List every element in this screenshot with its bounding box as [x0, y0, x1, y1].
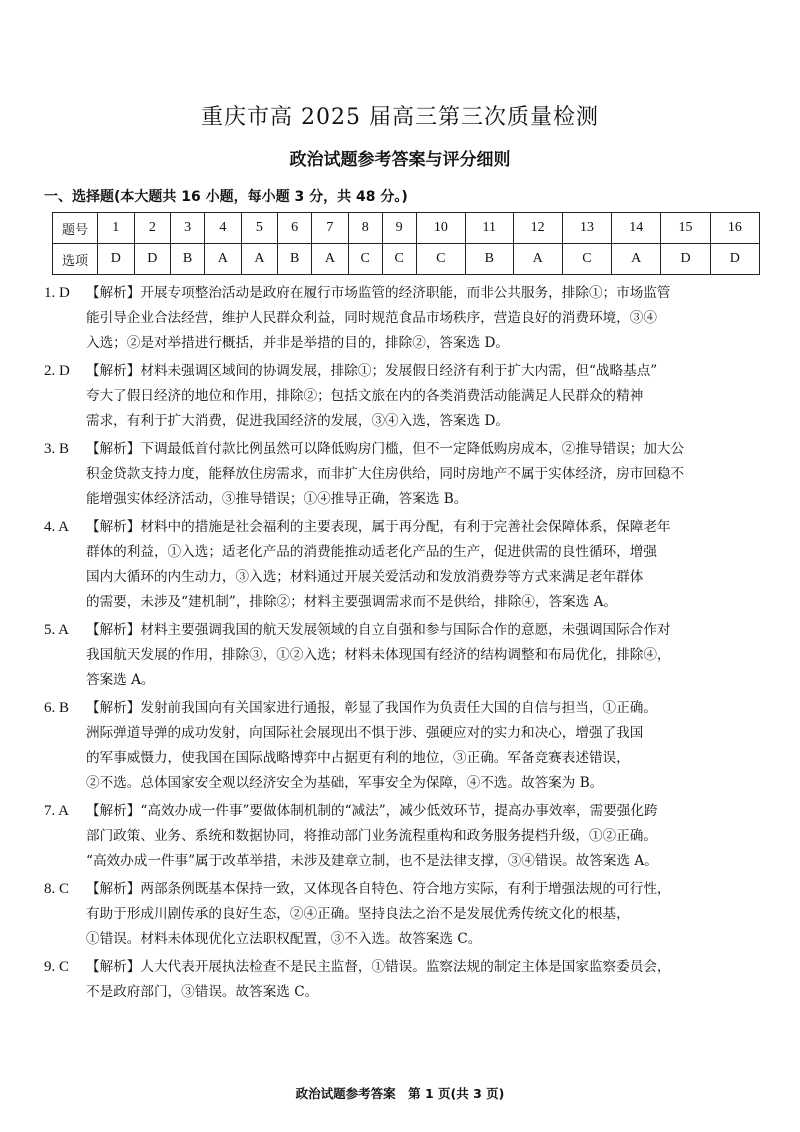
explanation-line [44, 643, 756, 668]
explanation-line [44, 927, 756, 952]
explanation-text: 积金贷款支持力度，能释放住房需求，而非扩大住房供给，同时房地产不属于实体经济，房市回稳不 [86, 466, 685, 482]
explanation-text: 不是政府部门，③错误。故答案选 C。 [86, 984, 319, 1000]
answer-option-cell: A [312, 244, 349, 275]
explanation-item [44, 696, 756, 796]
question-answer-label: 2. D [44, 363, 70, 379]
answer-table-number-row [53, 213, 760, 244]
question-number-cell: 15 [661, 213, 710, 244]
question-number-cell: 14 [612, 213, 661, 244]
explanation-line [44, 824, 756, 849]
explanation-line [44, 384, 756, 409]
answer-option-cell: A [513, 244, 562, 275]
explanation-text: 的军事威慑力，使我国在国际战略博弈中占据更有利的地位，③正确。军备竞赛表述错误， [86, 750, 630, 766]
explanation-text: 【解析】开展专项整治活动是政府在履行市场监管的经济职能，而非公共服务，排除①；市场监管 [86, 285, 671, 301]
answer-option-cell: B [465, 244, 513, 275]
explanation-text: 部门政策、业务、系统和数据协同，将推动部门业务流程重构和政务服务提档升级，①②正确。 [86, 828, 657, 844]
answer-option-cell: A [205, 244, 242, 275]
question-number-cell: 9 [382, 213, 416, 244]
question-answer-label: 8. C [44, 881, 70, 897]
section-heading: 一、选择题(本大题共 16 小题，每小题 3 分，共 48 分。) [44, 189, 408, 205]
explanation-line [44, 437, 756, 462]
explanation-line [44, 618, 756, 643]
question-number-cell: 4 [205, 213, 242, 244]
explanation-line [44, 721, 756, 746]
explanation-text: 【解析】“高效办成一件事”要做体制机制的“减法”，减少低效环节，提高办事效率，需要强化跨 [86, 803, 658, 819]
question-number-cell: 8 [348, 213, 382, 244]
explanation-item [44, 618, 756, 693]
explanation-text: 能引导企业合法经营，维护人民群众利益，同时规范食品市场秩序，营造良好的消费环境，③④ [86, 310, 657, 326]
explanation-line [44, 980, 756, 1005]
explanation-text: “高效办成一件事”属于改革举措，未涉及建章立制，也不是法律支撑，③④错误。故答案选 A。 [86, 853, 658, 869]
question-answer-label: 9. C [44, 959, 70, 975]
question-number-cell: 10 [416, 213, 465, 244]
page-subtitle: 政治试题参考答案与评分细则 [289, 150, 511, 170]
explanation-text: 【解析】材料中的措施是社会福利的主要表现，属于再分配，有利于完善社会保障体系，保障老年 [86, 519, 671, 535]
row-label-question-number: 题号 [53, 213, 98, 244]
explanation-line [44, 668, 756, 693]
explanation-text: 需求，有利于扩大消费，促进我国经济的发展，③④入选，答案选 D。 [86, 413, 510, 429]
explanation-item [44, 877, 756, 952]
explanation-line [44, 565, 756, 590]
question-number-cell: 13 [562, 213, 611, 244]
explanation-text: 群体的利益，①入选；适老化产品的消费能推动适老化产品的生产，促进供需的良性循环，增强 [86, 544, 657, 560]
explanation-item [44, 799, 756, 874]
explanation-text: 入选；②是对举措进行概括，并非是举措的目的，排除②，答案选 D。 [86, 335, 510, 351]
explanation-line [44, 902, 756, 927]
answer-explanations [44, 281, 756, 1005]
explanation-text: 【解析】材料主要强调我国的航天发展领域的自立自强和参与国际合作的意愿，未强调国际合作对 [86, 622, 671, 638]
explanation-line [44, 306, 756, 331]
explanation-text: 【解析】两部条例既基本保持一致，又体现各自特色、符合地方实际，有利于增强法规的可行性， [86, 881, 671, 897]
question-number-cell: 5 [241, 213, 278, 244]
question-number-cell: 16 [710, 213, 759, 244]
explanation-text: 【解析】发射前我国向有关国家进行通报，彰显了我国作为负责任大国的自信与担当，①正确。 [86, 700, 657, 716]
question-number-cell: 12 [513, 213, 562, 244]
explanation-text: 能增强实体经济活动，③推导错误；①④推导正确，答案选 B。 [86, 491, 468, 507]
explanation-line [44, 359, 756, 384]
question-answer-label: 5. A [44, 622, 70, 638]
answer-option-cell: D [134, 244, 171, 275]
answer-option-cell: C [416, 244, 465, 275]
explanation-line [44, 540, 756, 565]
question-number-cell: 3 [171, 213, 205, 244]
answer-option-cell: B [171, 244, 205, 275]
question-number-cell: 1 [98, 213, 135, 244]
explanation-line [44, 281, 756, 306]
question-number-cell: 2 [134, 213, 171, 244]
explanation-text: 有助于形成川剧传承的良好生态，②④正确。坚持良法之治不是发展优秀传统文化的根基， [86, 906, 630, 922]
explanation-item [44, 281, 756, 356]
explanation-line [44, 331, 756, 356]
answer-option-cell: D [710, 244, 759, 275]
explanation-text: 【解析】下调最低首付款比例虽然可以降低购房门槛，但不一定降低购房成本，②推导错误；加大公 [86, 441, 685, 457]
question-number-cell: 6 [278, 213, 312, 244]
question-number-cell: 7 [312, 213, 349, 244]
question-answer-label: 1. D [44, 285, 70, 301]
page-footer: 政治试题参考答案 第 1 页(共 3 页) [295, 1086, 505, 1101]
explanation-line [44, 955, 756, 980]
question-number-cell: 11 [465, 213, 513, 244]
answer-option-cell: C [348, 244, 382, 275]
explanation-text: 【解析】材料未强调区域间的协调发展，排除①；发展假日经济有利于扩大内需，但“战略基点” [86, 363, 658, 379]
page-title: 重庆市高 2025 届高三第三次质量检测 [201, 105, 599, 130]
answer-option-cell: C [562, 244, 611, 275]
explanation-text: ①错误。材料未体现优化立法职权配置，③不入选。故答案选 C。 [86, 931, 482, 947]
explanation-text: ②不选。总体国家安全观以经济安全为基础，军事安全为保障，④不选。故答案为 B。 [86, 775, 604, 791]
explanation-text: 国内大循环的内生动力，③入选；材料通过开展关爱活动和发放消费券等方式来满足老年群体 [86, 569, 644, 585]
explanation-text: 答案选 A。 [86, 672, 155, 688]
explanation-text: 的需要，未涉及“建机制”，排除②；材料主要强调需求而不是供给，排除④，答案选 A。 [86, 594, 618, 610]
row-label-option: 选项 [53, 244, 98, 275]
answer-option-cell: D [98, 244, 135, 275]
answer-option-cell: C [382, 244, 416, 275]
explanation-line [44, 849, 756, 874]
explanation-line [44, 877, 756, 902]
explanation-line [44, 590, 756, 615]
explanation-text: 洲际弹道导弹的成功发射，向国际社会展现出不惧于涉、强硬应对的实力和决心，增强了我国 [86, 725, 644, 741]
explanation-item [44, 515, 756, 615]
explanation-text: 我国航天发展的作用，排除③，①②入选；材料未体现国有经济的结构调整和布局优化，排除④， [86, 647, 671, 663]
explanation-item [44, 955, 756, 1005]
explanation-line [44, 487, 756, 512]
explanation-text: 夸大了假日经济的地位和作用，排除②；包括文旅在内的各类消费活动能满足人民群众的精神 [86, 388, 644, 404]
explanation-item [44, 437, 756, 512]
explanation-line [44, 462, 756, 487]
answer-option-cell: A [241, 244, 278, 275]
explanation-line [44, 696, 756, 721]
question-answer-label: 6. B [44, 700, 70, 716]
question-answer-label: 7. A [44, 803, 70, 819]
answer-option-cell: B [278, 244, 312, 275]
explanation-line [44, 771, 756, 796]
explanation-item [44, 359, 756, 434]
question-answer-label: 3. B [44, 441, 70, 457]
answer-option-cell: A [612, 244, 661, 275]
explanation-line [44, 409, 756, 434]
explanation-line [44, 746, 756, 771]
explanation-line [44, 799, 756, 824]
answer-option-cell: D [661, 244, 710, 275]
question-answer-label: 4. A [44, 519, 70, 535]
answer-table [52, 212, 760, 275]
explanation-line [44, 515, 756, 540]
answer-table-option-row [53, 244, 760, 275]
explanation-text: 【解析】人大代表开展执法检查不是民主监督，①错误。监察法规的制定主体是国家监察委员会， [86, 959, 671, 975]
